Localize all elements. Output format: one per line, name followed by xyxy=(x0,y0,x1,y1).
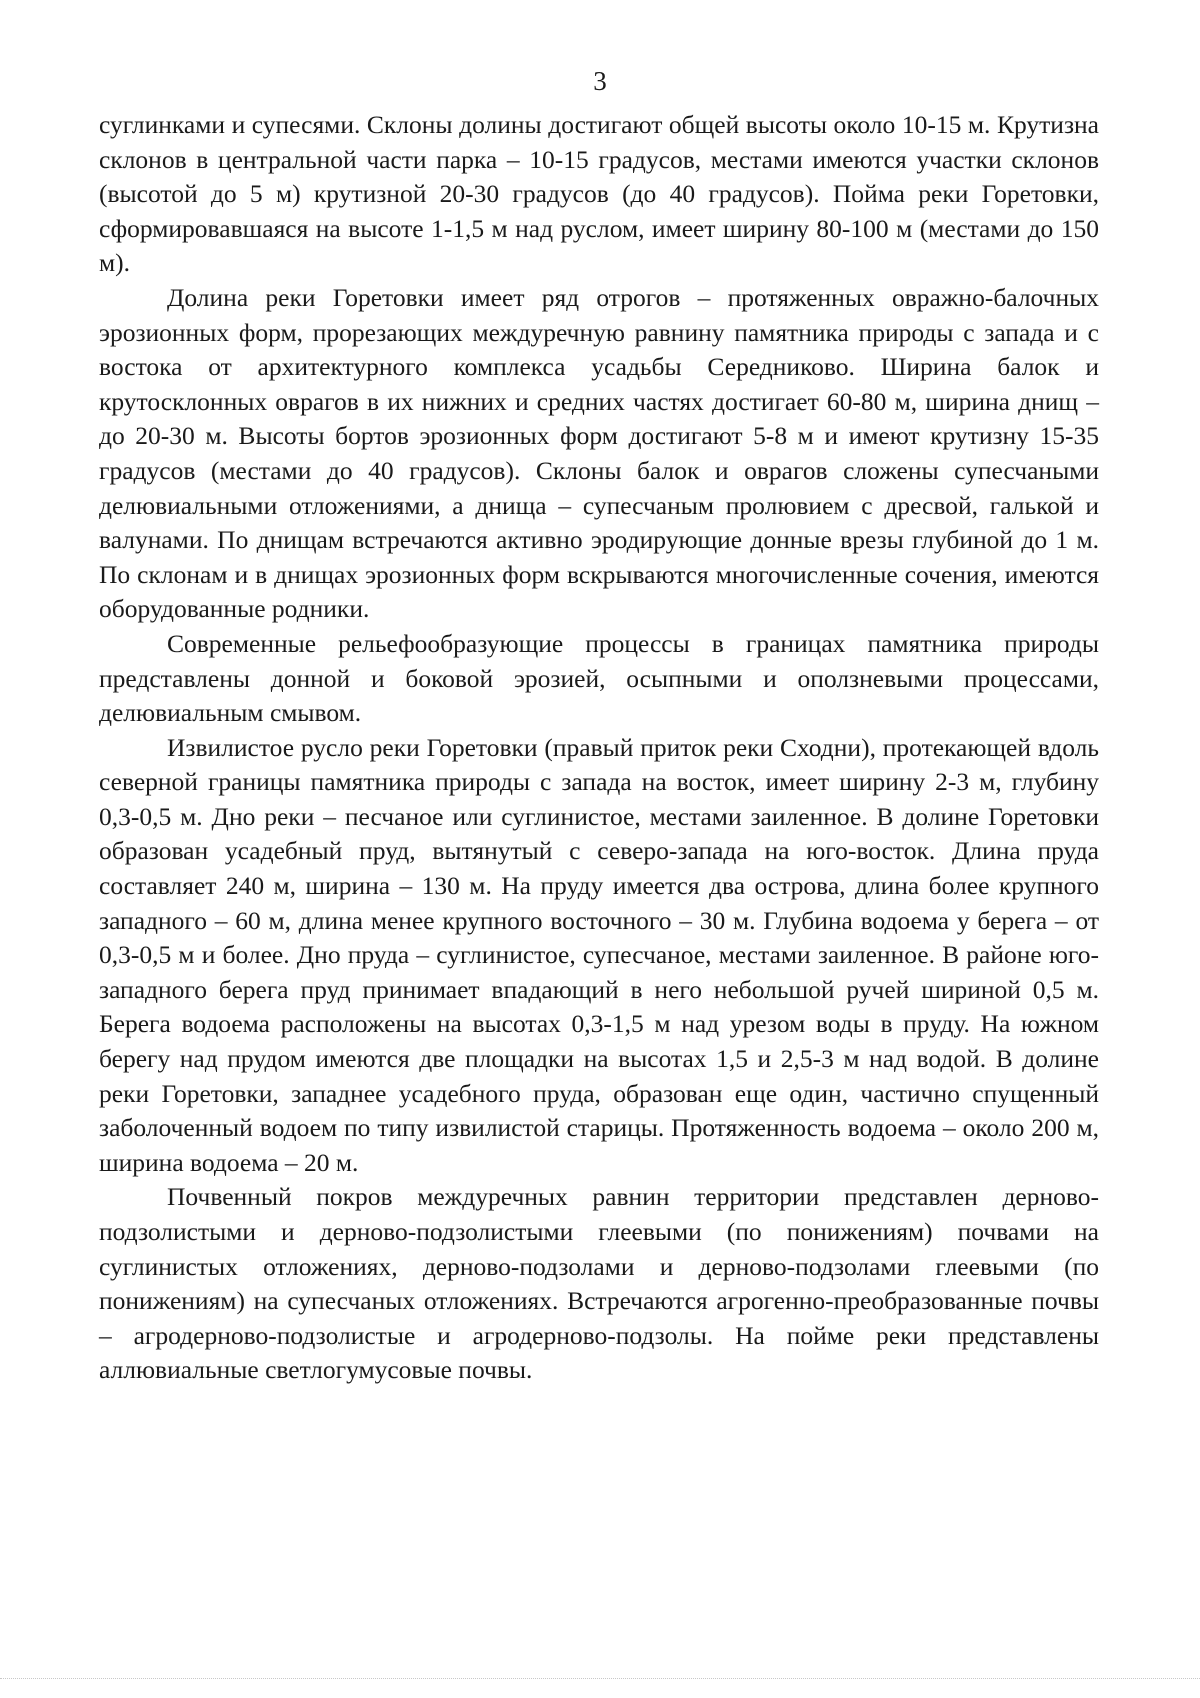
paragraph-relief-processes: Современные рельефообразующие процессы в границах памятника природы представлены донной и боковой эрозией, осыпными и оползневыми процессами, делювиальным смывом. xyxy=(99,628,1099,728)
paragraph-erosion-forms: Долина реки Горетовки имеет ряд отрогов – протяженных овражно-балочных эрозионных форм, прорезающих междуречную равнину памятника природы с запада и с востока от архитектурного комплекса усадьбы Середниково. Ширина балок и крутосклонных оврагов в их нижних и средних частях достигает 60-80 м, ширина днищ – до 20-30 м. Высоты бортов эрозионных форм достигают 5-8 м и имеют крутизну 15-35 градусов (местами до 40 градусов). Склоны балок и оврагов сложены супесчаными делювиальными отложениями, а днища – супесчаным пролювием с дресвой, галькой и валунами. По днищам встречаются активно эродирующие донные врезы глубиной до 1 м. По склонам и в днищах эрозионных форм вскрываются многочисленные сочения, имеются оборудованные родники. xyxy=(99,282,1099,624)
paragraph-soil-cover: Почвенный покров междуречных равнин территории представлен дерново-подзолистыми и дерново-подзолистыми глеевыми (по понижениям) почвами на суглинистых отложениях, дерново-подзолами и дерново-подзолами глеевыми (по понижениям) на супесчаных отложениях. Встречаются агрогенно-преобразованные почвы – агродерново-подзолистые и агродерново-подзолы. На пойме реки представлены аллювиальные светлогумусовые почвы. xyxy=(99,1182,1099,1385)
paragraph-river-and-pond: Извилистое русло реки Горетовки (правый приток реки Сходни), протекающей вдоль северной границы памятника природы с запада на восток, имеет ширину 2-3 м, глубину 0,3-0,5 м. Дно реки – песчаное или суглинистое, местами заиленное. В долине Горетовки образован усадебный пруд, вытянутый с северо-запада на юго-восток. Длина пруда составляет 240 м, ширина – 130 м. На пруду имеется два острова, длина более крупного западного – 60 м, длина менее крупного восточного – 30 м. Глубина водоема у берега – от 0,3-0,5 м и более. Дно пруда – суглинистое, супесчаное, местами заиленное. В районе юго-западного берега пруд принимает впадающий в него небольшой ручей шириной 0,5 м. Берега водоема расположены на высотах 0,3-1,5 м над урезом воды в пруду. На южном берегу над прудом имеются две площадки на высотах 1,5 и 2,5-3 м над водой. В долине реки Горетовки, западнее усадебного пруда, образован еще один, частично спущенный заболоченный водоем по типу извилистой старицы. Протяженность водоема – около 200 м, ширина водоема – 20 м. xyxy=(99,732,1099,1177)
scan-edge-divider xyxy=(0,1678,1200,1680)
page-number: 3 xyxy=(593,66,607,96)
paragraph-slopes: суглинками и супесями. Склоны долины достигают общей высоты около 10-15 м. Крутизна склонов в центральной части парка – 10-15 градусов, местами имеются участки склонов (высотой до 5 м) крутизной 20-30 градусов (до 40 градусов). Пойма реки Горетовки, сформировавшаяся на высоте 1-1,5 м над руслом, имеет ширину 80-100 м (местами до 150 м). xyxy=(99,110,1099,278)
body-text xyxy=(99,108,1099,1388)
